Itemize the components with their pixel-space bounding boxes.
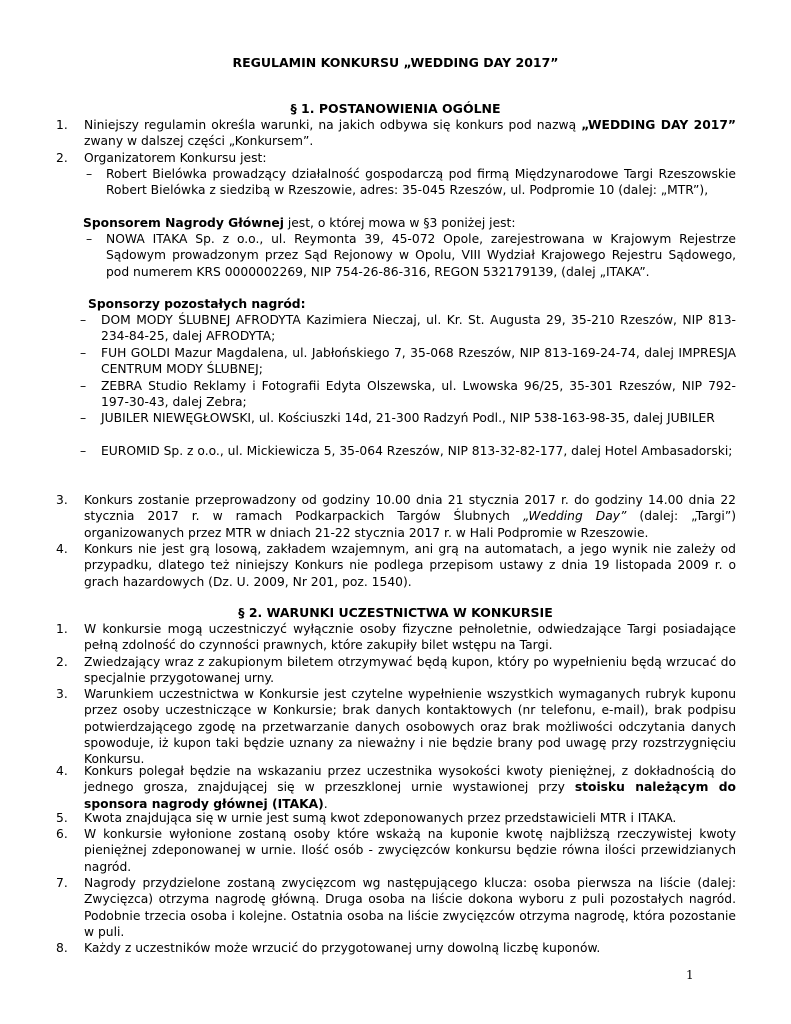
s2-p3-text: Warunkiem uczestnictwa w Konkursie jest czytelne wypełnienie wszystkich wymaganych rubryk kuponu przez osoby uczestniczące w Konkursie; brak danych kontaktowych (nr telefonu, e-mail), brak podpisu potwierdzającego zgodę na przetwarzanie danych osobowych oraz brak możliwości odczytania danych spowoduje, iż kupon taki będzie uznany za nieważny i nie będzie brany pod uwagę przy rozstrzygnięciu Konkursu. (84, 687, 736, 767)
document-title: REGULAMIN KONKURSU „WEDDING DAY 2017” (232, 55, 559, 70)
s1-p1-number: 1. (56, 118, 68, 132)
sponsor-dash: – (80, 444, 87, 458)
section-2-heading: § 2. WARUNKI UCZESTNICTWA W KONKURSIE (238, 605, 553, 620)
sponsor-jubiler: JUBILER NIEWĘGŁOWSKI, ul. Kościuszki 14d, 21-300 Radzyń Podl., NIP 538-163-98-35, dalej JUBILER (101, 411, 715, 425)
s1-p4-number: 4. (56, 542, 68, 556)
organizer-text: Robert Bielówka prowadzący działalność gospodarczą pod firmą Międzynarodowe Targi Rzeszowskie Robert Bielówka z siedzibą w Rzeszowie, adres: 35-045 Rzeszów, ul. Podpromie 10 (dalej: „MTR”), (106, 167, 736, 198)
s2-p7-text: Nagrody przydzielone zostaną zwycięzcom wg następującego klucza: osoba pierwsza na liście (dalej: Zwycięzca) otrzyma nagrodę główną. Druga osoba na liście dokona wyboru z puli pozostałych nagród. Podobnie trzecia osoba i kolejne. Ostatnia osoba na liście zwycięzców otrzyma nagrodę, która pozostanie w puli. (84, 876, 736, 939)
s2-p2-text: Zwiedzający wraz z zakupionym biletem otrzymywać będą kupon, który po wypełnieniu będą wrzucać do specjalnie przygotowanej urny. (84, 655, 736, 686)
main-sponsor-line: Sponsorem Nagrody Głównej jest, o której mowa w §3 poniżej jest: (83, 216, 516, 230)
s2-p6-text: W konkursie wyłonione zostaną osoby które wskażą na kuponie kwotę najbliższą rzeczywistej kwoty pieniężnej zdeponowanej w urnie. Ilość osób - zwycięzców konkursu będzie równa ilości przewidzianych nagród. (84, 827, 736, 874)
s2-p8-text: Każdy z uczestników może wrzucić do przygotowanej urny dowolną liczbę kuponów. (84, 941, 601, 955)
s2-p5-number: 5. (56, 811, 68, 825)
s1-p3-text: Konkurs zostanie przeprowadzony od godziny 10.00 dnia 21 stycznia 2017 r. do godziny 14.00 dnia 22 stycznia 2017 r. w ramach Podkarpackich Targów Ślubnych „Wedding Day” (dalej: „Targi”) organizowanych przez MTR w dniach 21-22 stycznia 2017 r. w Hali Podpromie w Rzeszowie. (84, 493, 737, 540)
s1-p4-text: Konkurs nie jest grą losową, zakładem wzajemnym, ani grą na automatach, a jego wynik nie zależy od przypadku, dlatego też niniejszy Konkurs nie podlega przepisom ustawy z dnia 19 listopada 2009 r. o grach hazardowych (Dz. U. 2009, Nr 201, poz. 1540). (84, 542, 736, 589)
s2-p8-number: 8. (56, 941, 68, 955)
s1-p3-number: 3. (56, 493, 68, 507)
s2-p5-text: Kwota znajdująca się w urnie jest sumą kwot zdeponowanych przez przedstawicieli MTR i ITAKA. (84, 811, 677, 825)
other-sponsors-heading: Sponsorzy pozostałych nagród: (88, 297, 306, 311)
org-dash: – (86, 167, 93, 181)
itaka-dash: – (86, 232, 93, 246)
page-number: 1 (686, 968, 694, 982)
sponsor-dash: – (80, 313, 87, 327)
s1-p2-number: 2. (56, 151, 68, 165)
s2-p1-text: W konkursie mogą uczestniczyć wyłącznie osoby fizyczne pełnoletnie, odwiedzające Targi posiadające pełną zdolność do czynności prawnych, które zakupiły bilet wstępu na Targi. (84, 622, 736, 653)
s2-p3-number: 3. (56, 687, 68, 701)
sponsor-dash: – (80, 411, 87, 425)
s2-p1-number: 1. (56, 622, 68, 636)
s1-p1-text: Niniejszy regulamin określa warunki, na jakich odbywa się konkurs pod nazwą „WEDDING DAY 2017” zwany w dalszej części „Konkursem”. (84, 118, 736, 149)
s2-p4-text: Konkurs polegał będzie na wskazaniu przez uczestnika wysokości kwoty pieniężnej, z dokładnością do jednego grosza, znajdującej się w przeszklonej urnie wystawionej przy stoisku należącym do sponsora nagrody głównej (ITAKA). (84, 764, 736, 811)
sponsor-zebra: ZEBRA Studio Reklamy i Fotografii Edyta Olszewska, ul. Lwowska 96/25, 35-301 Rzeszów, NIP 792-197-30-43, dalej Zebra; (101, 379, 736, 410)
sponsor-euromid: EUROMID Sp. z o.o., ul. Mickiewicza 5, 35-064 Rzeszów, NIP 813-32-82-177, dalej Hotel Ambasadorski; (101, 444, 733, 458)
sponsor-goldi: FUH GOLDI Mazur Magdalena, ul. Jabłońskiego 7, 35-068 Rzeszów, NIP 813-169-24-74, dalej IMPRESJA CENTRUM MODY ŚLUBNEJ; (101, 346, 736, 377)
itaka-text: NOWA ITAKA Sp. z o.o., ul. Reymonta 39, 45-072 Opole, zarejestrowana w Krajowym Rejestrze Sądowym prowadzonym przez Sąd Rejonowy w Opolu, VIII Wydział Krajowego Rejestru Sądowego, pod numerem KRS 0000002269, NIP 754-26-86-316, REGON 532179139, (dalej „ITAKA”. (106, 232, 736, 279)
s1-p2-text: Organizatorem Konkursu jest: (84, 151, 267, 165)
sponsor-dash: – (80, 379, 87, 393)
s2-p7-number: 7. (56, 876, 68, 890)
sponsor-dash: – (80, 346, 87, 360)
sponsor-afrodyta: DOM MODY ŚLUBNEJ AFRODYTA Kazimiera Nieczaj, ul. Kr. St. Augusta 29, 35-210 Rzeszów, NIP 813-234-84-25, dalej AFRODYTA; (101, 313, 736, 344)
s2-p6-number: 6. (56, 827, 68, 841)
s2-p2-number: 2. (56, 655, 68, 669)
s2-p4-number: 4. (56, 764, 68, 778)
section-1-heading: § 1. POSTANOWIENIA OGÓLNE (290, 101, 501, 116)
